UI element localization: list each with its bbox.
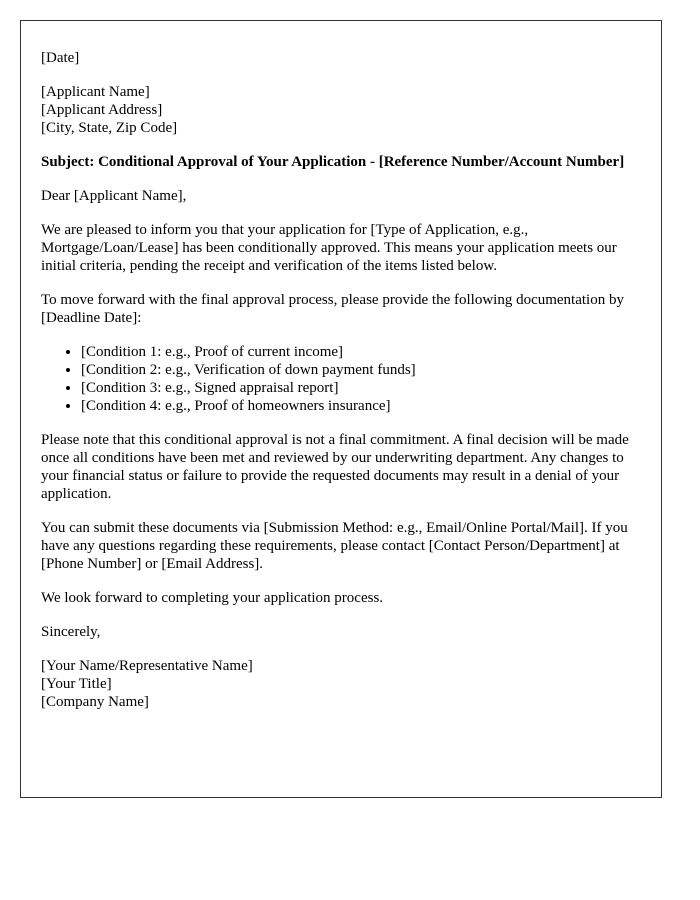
condition-item: • [Condition 4: e.g., Proof of homeowners insurance] [81, 397, 641, 415]
submission-paragraph: You can submit these documents via [Submission Method: e.g., Email/Online Portal/Mail]. If you have any questions regarding these requirements, please contact [Contact Person/Department] at [Phone Number] or [Email Address]. [41, 520, 628, 572]
closing-remark: We look forward to completing your application process. [41, 590, 384, 606]
conditions-list [41, 343, 641, 415]
recipient-name: [Applicant Name] [41, 84, 150, 100]
signature-name: [Your Name/Representative Name] [41, 658, 253, 674]
signature-company: [Company Name] [41, 694, 149, 710]
condition-item: • [Condition 3: e.g., Signed appraisal report] [81, 379, 641, 397]
letter-date: [Date] [41, 50, 80, 66]
signature-block [41, 657, 641, 711]
intro-paragraph: We are pleased to inform you that your application for [Type of Application, e.g., Mortgage/Loan/Lease] has been conditionally approved. This means your application meets our initial criteria, pending the receipt and verification of the items listed below. [41, 222, 617, 274]
salutation: Dear [Applicant Name], [41, 188, 187, 204]
letter-subject: Subject: Conditional Approval of Your Application - [Reference Number/Account Number] [41, 154, 625, 170]
letter-document [20, 20, 662, 798]
sign-off: Sincerely, [41, 624, 101, 640]
recipient-city-state-zip: [City, State, Zip Code] [41, 120, 178, 136]
request-paragraph: To move forward with the final approval process, please provide the following documentation by [Deadline Date]: [41, 292, 624, 326]
signature-title: [Your Title] [41, 676, 112, 692]
condition-item: • [Condition 2: e.g., Verification of down payment funds] [81, 361, 641, 379]
note-paragraph: Please note that this conditional approval is not a final commitment. A final decision will be made once all conditions have been met and reviewed by our underwriting department. Any changes to your financial status or failure to provide the requested documents may result in a denial of your application. [41, 432, 629, 502]
recipient-address-block [41, 83, 641, 137]
recipient-address: [Applicant Address] [41, 102, 163, 118]
condition-item: • [Condition 1: e.g., Proof of current income] [81, 343, 641, 361]
